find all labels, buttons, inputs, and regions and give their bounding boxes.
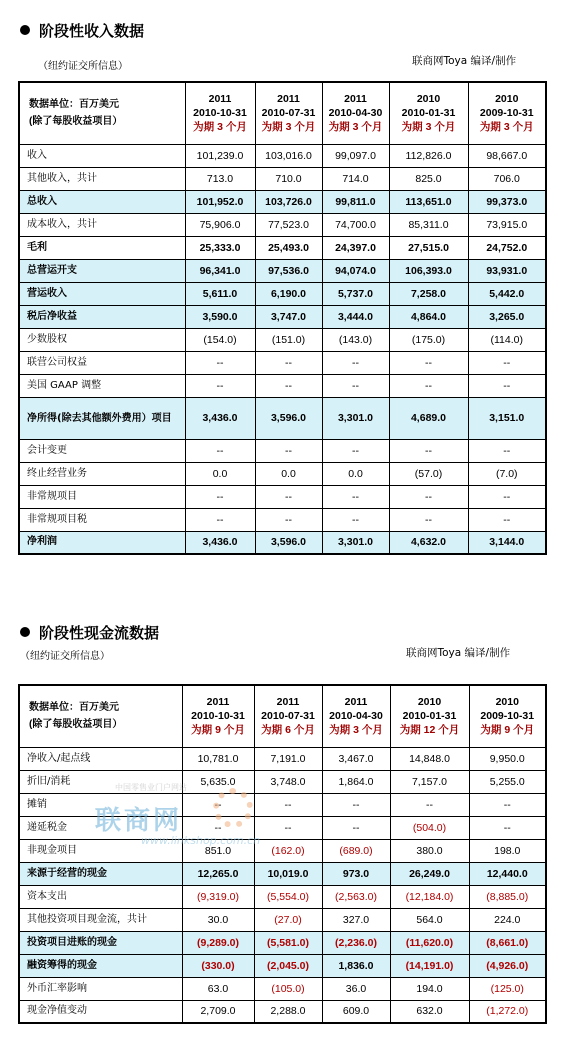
row-label: 收入 [19,144,185,167]
cashflow-credit: 联商网Toya 编译/制作 [406,647,511,659]
table-cell: 6,190.0 [255,282,322,305]
table-cell: 3,301.0 [322,397,389,439]
column-year: 2011 [344,696,368,709]
table-cell: 3,596.0 [255,397,322,439]
table-cell: 2,288.0 [254,1000,322,1023]
table-cell: (1,272.0) [469,1000,546,1023]
table-cell: -- [255,351,322,374]
cashflow-title-text: 阶段性现金流数据 [39,624,160,642]
table-cell: 10,781.0 [182,747,254,770]
column-year: 2011 [276,696,300,709]
table-cell: (8,661.0) [469,931,546,954]
header-unit-cell [19,685,182,747]
table-cell: -- [255,439,322,462]
cashflow-table [18,684,547,1024]
table-cell: 26,249.0 [390,862,469,885]
table-cell: -- [322,374,389,397]
row-label: 来源于经营的现金 [19,862,182,885]
table-cell: 3,467.0 [322,747,390,770]
table-cell: 1,836.0 [322,954,390,977]
column-date: 2010-07-31 [261,710,315,723]
unit-note: (除了每股收益项目） [29,116,123,128]
column-date: 2010-04-30 [328,107,383,120]
table-cell: (689.0) [322,839,390,862]
row-label: 其他收入，共计 [19,167,185,190]
column-period: 为期 3 个月 [328,121,383,134]
table-cell: 5,442.0 [468,282,546,305]
table-cell: 73,915.0 [468,213,546,236]
table-cell: 3,444.0 [322,305,389,328]
table-cell: 96,341.0 [185,259,255,282]
watermark-brand: 联商网 [95,806,183,836]
table-cell: 101,952.0 [185,190,255,213]
table-cell: (162.0) [254,839,322,862]
row-label: 非常规项目税 [19,508,185,531]
row-label: 外币汇率影响 [19,977,182,1000]
unit-label: 数据单位：百万美元 [29,99,119,111]
table-cell: -- [468,439,546,462]
table-row [19,397,546,439]
table-cell: 3,151.0 [468,397,546,439]
table-cell: -- [468,374,546,397]
column-header [322,685,390,747]
table-cell: 93,931.0 [468,259,546,282]
table-cell: 3,596.0 [255,531,322,554]
table-cell: 224.0 [469,908,546,931]
table-cell: -- [254,793,322,816]
table-cell: 14,848.0 [390,747,469,770]
table-cell: 74,700.0 [322,213,389,236]
table-cell: 9,950.0 [469,747,546,770]
table-row [19,747,546,770]
table-cell: 30.0 [182,908,254,931]
table-cell: 3,747.0 [255,305,322,328]
table-cell: (57.0) [389,462,468,485]
row-label: 投资项目进账的现金 [19,931,182,954]
table-cell: (12,184.0) [390,885,469,908]
table-cell: 113,651.0 [389,190,468,213]
column-date: 2010-01-31 [401,107,456,120]
column-date: 2010-04-30 [329,710,383,723]
table-cell: 99,097.0 [322,144,389,167]
table-cell: 0.0 [185,462,255,485]
table-cell: (9,289.0) [182,931,254,954]
table-cell: 99,373.0 [468,190,546,213]
income-credit: 联商网Toya 编译/制作 [412,55,517,67]
watermark-url: www.linkshop.com.cn [141,834,261,847]
table-row [19,977,546,1000]
table-cell: 3,436.0 [185,531,255,554]
table-cell: 103,726.0 [255,190,322,213]
table-cell: 1,864.0 [322,770,390,793]
table-cell: 380.0 [390,839,469,862]
table-cell: 94,074.0 [322,259,389,282]
row-label: 摊销 [19,793,182,816]
column-period: 为期 3 个月 [193,121,247,134]
column-header [322,82,389,144]
column-header [185,82,255,144]
table-cell: 24,752.0 [468,236,546,259]
table-cell: -- [185,508,255,531]
table-row [19,213,546,236]
watermark-top: 中国零售业门户网站 [115,783,187,792]
table-cell: 25,493.0 [255,236,322,259]
table-cell: 3,748.0 [254,770,322,793]
table-cell: -- [389,374,468,397]
column-date: 2009-10-31 [479,107,534,120]
table-row [19,954,546,977]
column-header [255,82,322,144]
table-row [19,259,546,282]
table-cell: 3,301.0 [322,531,389,554]
table-cell: 327.0 [322,908,390,931]
table-row [19,931,546,954]
table-cell: 0.0 [322,462,389,485]
table-cell: (8,885.0) [469,885,546,908]
table-cell: 5,255.0 [469,770,546,793]
column-date: 2010-10-31 [193,107,247,120]
table-cell: 97,536.0 [255,259,322,282]
header-unit-cell [19,82,185,144]
table-cell: -- [322,508,389,531]
table-cell: 609.0 [322,1000,390,1023]
table-cell: 99,811.0 [322,190,389,213]
row-label: 资本支出 [19,885,182,908]
table-cell: (14,191.0) [390,954,469,977]
table-cell: 713.0 [185,167,255,190]
column-header [254,685,322,747]
table-row [19,351,546,374]
row-label: 净收入/起点线 [19,747,182,770]
table-cell: -- [390,793,469,816]
column-period: 为期 9 个月 [191,724,245,737]
table-cell: 7,157.0 [390,770,469,793]
table-cell: (154.0) [185,328,255,351]
header-row [19,82,546,144]
table-cell: 85,311.0 [389,213,468,236]
table-cell: (175.0) [389,328,468,351]
income-section-title [20,20,144,41]
table-cell: -- [468,485,546,508]
row-label: 会计变更 [19,439,185,462]
table-cell: 4,689.0 [389,397,468,439]
column-header [389,82,468,144]
column-year: 2011 [277,93,300,106]
column-date: 2010-01-31 [402,710,457,723]
table-cell: 5,611.0 [185,282,255,305]
table-cell: -- [322,439,389,462]
table-cell: -- [185,485,255,508]
row-label: 联营公司权益 [19,351,185,374]
table-cell: -- [322,351,389,374]
table-cell: 825.0 [389,167,468,190]
table-cell: 564.0 [390,908,469,931]
row-label: 总收入 [19,190,185,213]
table-row [19,531,546,554]
column-header [182,685,254,747]
table-cell: -- [389,485,468,508]
row-label: 美国 GAAP 调整 [19,374,185,397]
table-cell: 27,515.0 [389,236,468,259]
table-cell: (151.0) [255,328,322,351]
table-row [19,374,546,397]
table-cell: -- [254,816,322,839]
table-cell: -- [469,816,546,839]
table-row [19,167,546,190]
row-label: 终止经营业务 [19,462,185,485]
column-period: 为期 3 个月 [479,121,534,134]
table-row [19,144,546,167]
column-header [469,685,546,747]
table-cell: 4,632.0 [389,531,468,554]
column-period: 为期 12 个月 [399,724,460,737]
table-cell: -- [389,351,468,374]
unit-label: 数据单位：百万美元 [29,702,119,714]
table-cell: (7.0) [468,462,546,485]
table-cell: 5,737.0 [322,282,389,305]
bullet-icon [20,25,30,35]
table-cell: 101,239.0 [185,144,255,167]
row-label: 少数股权 [19,328,185,351]
row-label: 融资筹得的现金 [19,954,182,977]
table-cell: -- [185,374,255,397]
column-period: 为期 6 个月 [261,724,315,737]
table-cell: 710.0 [255,167,322,190]
row-label: 税后净收益 [19,305,185,328]
table-cell: 3,590.0 [185,305,255,328]
header-row [19,685,546,747]
table-cell: -- [322,793,390,816]
table-cell: 36.0 [322,977,390,1000]
table-cell: -- [255,485,322,508]
table-cell: -- [182,816,254,839]
table-cell: 4,864.0 [389,305,468,328]
table-cell: (330.0) [182,954,254,977]
table-cell: 10,019.0 [254,862,322,885]
table-cell: 851.0 [182,839,254,862]
table-cell: -- [255,508,322,531]
table-row [19,439,546,462]
table-cell: 194.0 [390,977,469,1000]
table-cell: -- [322,485,389,508]
table-cell: 98,667.0 [468,144,546,167]
column-period: 为期 3 个月 [401,121,456,134]
row-label: 净所得(除去其他额外费用）项目 [19,397,185,439]
cashflow-source: （纽约证交所信息） [20,651,110,662]
column-period: 为期 9 个月 [480,724,535,737]
table-row [19,508,546,531]
row-label: 折旧/消耗 [19,770,182,793]
table-row [19,328,546,351]
unit-note: (除了每股收益项目） [29,719,123,731]
income-source: （纽约证交所信息） [38,61,128,72]
table-cell: -- [185,439,255,462]
row-label: 总营运开支 [19,259,185,282]
table-cell: (5,554.0) [254,885,322,908]
table-cell: (125.0) [469,977,546,1000]
row-label: 非常规项目 [19,485,185,508]
row-label: 递延税金 [19,816,182,839]
table-cell: (2,045.0) [254,954,322,977]
bullet-icon [20,627,30,637]
table-cell: (4,926.0) [469,954,546,977]
table-cell: 198.0 [469,839,546,862]
table-row [19,862,546,885]
table-cell: 0.0 [255,462,322,485]
row-label: 营运收入 [19,282,185,305]
table-row [19,282,546,305]
table-cell: -- [469,793,546,816]
table-row [19,485,546,508]
table-cell: 973.0 [322,862,390,885]
table-cell: (143.0) [322,328,389,351]
table-cell: 63.0 [182,977,254,1000]
row-label: 净利润 [19,531,185,554]
income-title-text: 阶段性收入数据 [39,22,145,40]
table-cell: 714.0 [322,167,389,190]
row-label: 现金净值变动 [19,1000,182,1023]
table-cell: 3,436.0 [185,397,255,439]
column-year: 2010 [417,696,442,709]
table-cell: 75,906.0 [185,213,255,236]
sun-logo-icon [213,788,253,828]
table-cell: -- [255,374,322,397]
table-cell: (504.0) [390,816,469,839]
table-cell: 12,265.0 [182,862,254,885]
column-header [390,685,469,747]
table-row [19,305,546,328]
table-cell: (5,581.0) [254,931,322,954]
column-date: 2010-10-31 [191,710,245,723]
table-row [19,462,546,485]
cashflow-section-title [20,622,159,643]
table-cell: -- [468,508,546,531]
row-label: 非现金项目 [19,839,182,862]
column-date: 2009-10-31 [480,710,535,723]
table-cell: 12,440.0 [469,862,546,885]
table-cell: 112,826.0 [389,144,468,167]
table-cell: 3,144.0 [468,531,546,554]
table-cell: 7,191.0 [254,747,322,770]
table-cell: -- [389,439,468,462]
table-cell: -- [468,351,546,374]
column-year: 2011 [208,93,232,106]
table-cell: 103,016.0 [255,144,322,167]
column-year: 2010 [495,93,519,106]
table-cell: (2,236.0) [322,931,390,954]
table-cell: 106,393.0 [389,259,468,282]
table-cell: (114.0) [468,328,546,351]
table-cell: 24,397.0 [322,236,389,259]
table-cell: -- [185,351,255,374]
row-label: 其他投资项目现金流，共计 [19,908,182,931]
row-label: 毛利 [19,236,185,259]
watermark-logo [95,782,285,852]
table-row [19,236,546,259]
table-cell: (9,319.0) [182,885,254,908]
column-year: 2010 [416,93,441,106]
table-cell: 3,265.0 [468,305,546,328]
table-row [19,885,546,908]
table-cell: 632.0 [390,1000,469,1023]
income-table [18,81,547,555]
table-cell: (2,563.0) [322,885,390,908]
table-cell: 25,333.0 [185,236,255,259]
column-year: 2011 [344,93,367,106]
table-cell: 5,635.0 [182,770,254,793]
table-cell: -- [389,508,468,531]
column-year: 2011 [206,696,230,709]
column-header [468,82,546,144]
table-cell: -- [182,793,254,816]
column-year: 2010 [495,696,519,709]
row-label: 成本收入，共计 [19,213,185,236]
table-row [19,908,546,931]
column-date: 2010-07-31 [261,107,316,120]
table-cell: 77,523.0 [255,213,322,236]
table-cell: 706.0 [468,167,546,190]
table-cell: (11,620.0) [390,931,469,954]
column-period: 为期 3 个月 [261,121,316,134]
table-cell: (27.0) [254,908,322,931]
table-cell: 2,709.0 [182,1000,254,1023]
table-row [19,190,546,213]
table-cell: -- [322,816,390,839]
column-period: 为期 3 个月 [329,724,383,737]
table-cell: 7,258.0 [389,282,468,305]
table-cell: (105.0) [254,977,322,1000]
table-row [19,1000,546,1023]
